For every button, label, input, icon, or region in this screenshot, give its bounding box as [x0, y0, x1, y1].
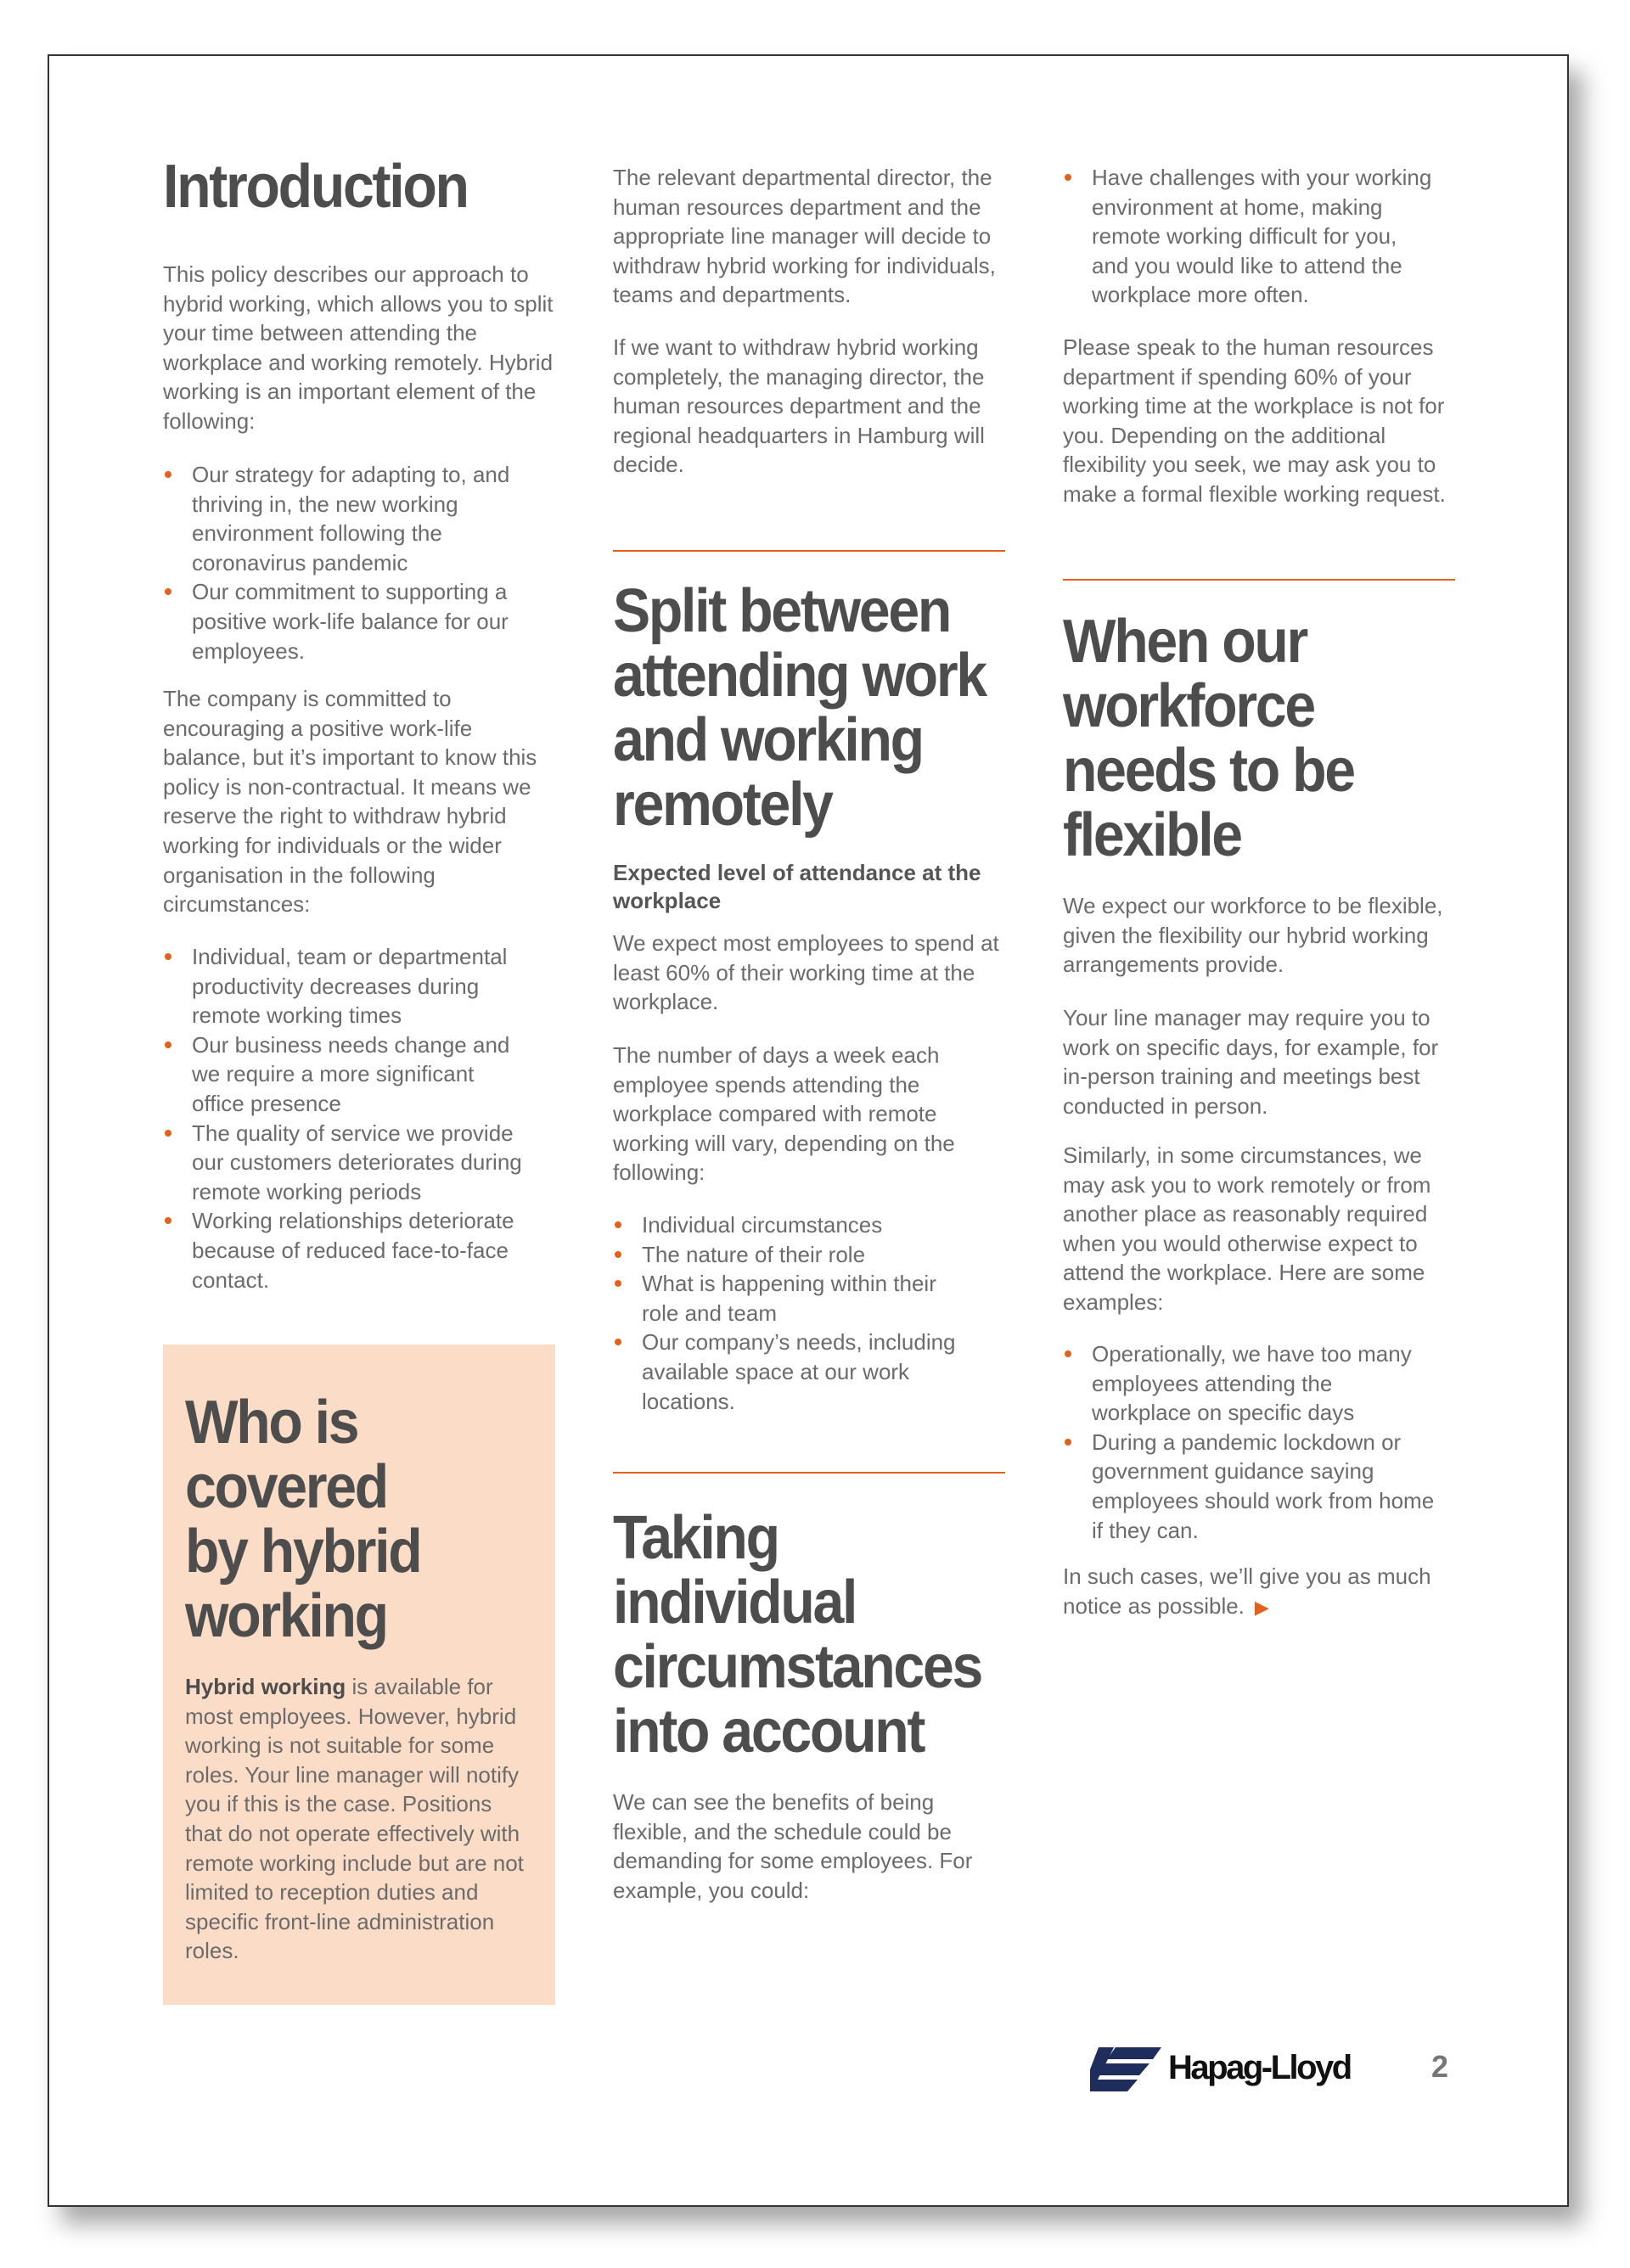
attendance-paragraph-1: We expect most employees to spend at least 60% of their working time at the workplace.	[613, 930, 999, 1015]
hybrid-working-term: Hybrid working	[185, 1674, 346, 1699]
flexible-heading: When our workforce needs to be flexible	[1063, 608, 1354, 869]
attendance-paragraph-2: The number of days a week each employee spends attending the workplace compared with remote working will vary, depending on the following:	[613, 1042, 955, 1186]
company-logo	[1090, 2044, 1379, 2095]
flexible-bullets	[1063, 1339, 1436, 1545]
logo-wordmark: Hapag-Lloyd	[1168, 2049, 1351, 2086]
notice-text: In such cases, we’ll give you as much notice as possible.	[1063, 1563, 1431, 1619]
non-contractual-paragraph: The company is committed to encouraging a positive work-life balance, but it’s important to know this policy is non-contractual. It means we reserve the right to withdraw hybrid working for individuals or the wider organisation in the following circumstances:	[163, 686, 537, 918]
section-divider	[613, 550, 1005, 552]
individual-paragraph: We can see the benefits of being flexible, and the schedule could be demanding for some employees. For example, you could:	[613, 1789, 973, 1903]
list-item: Working relationships deteriorate because of reduced face-to-face contact.	[163, 1206, 528, 1294]
list-item: The quality of service we provide our customers deteriorates during remote working periods	[163, 1119, 528, 1207]
who-is-covered-heading: Who is covered by hybrid working	[185, 1389, 421, 1650]
flexible-paragraph-3: Similarly, in some circumstances, we may ask you to work remotely or from another place as reasonably required when you would otherwise expect to attend the workplace. Here are some examples:	[1063, 1142, 1431, 1315]
continue-arrow-icon: ▶	[1254, 1596, 1269, 1618]
flexible-paragraph-2: Your line manager may require you to work on specific days, for example, for in-person training and meetings best conducted in person.	[1063, 1005, 1439, 1119]
introduction-paragraph: This policy describes our approach to hybrid working, which allows you to split your time between attending the workplace and working remotely. Hybrid working is an important element of the following:	[163, 261, 554, 434]
list-item: The nature of their role	[613, 1240, 978, 1270]
circumstances-bullets	[163, 942, 528, 1294]
introduction-bullets	[163, 460, 520, 665]
logo-mark-icon	[1090, 2047, 1161, 2093]
list-item: During a pandemic lockdown or government guidance saying employees should work from home if they can.	[1063, 1428, 1436, 1545]
list-item: Our business needs change and we require a more significant office presence	[163, 1030, 528, 1119]
list-item: Individual circumstances	[613, 1210, 978, 1240]
attendance-bullets	[613, 1210, 978, 1416]
document-page	[48, 54, 1569, 2207]
who-is-covered-text: is available for most employees. However, hybrid working is not suitable for some roles. Your line manager will notify you if this is the case. Positions that do not operate effectively with remote working include but are not limited to reception duties and specific front-line administration roles.	[185, 1674, 524, 1964]
who-is-covered-box	[163, 1345, 555, 2005]
list-item: What is happening within their role and team	[613, 1269, 978, 1328]
list-item: Individual, team or departmental productivity decreases during remote working times	[163, 942, 528, 1030]
list-item: Our commitment to supporting a positive work-life balance for our employees.	[163, 577, 520, 665]
attendance-subheading: Expected level of attendance at the workplace	[613, 860, 981, 913]
introduction-heading: Introduction	[163, 153, 468, 221]
list-item: Have challenges with your working environment at home, making remote working difficult for you, and you would like to attend the workplace more often.	[1063, 163, 1436, 310]
withdraw-paragraph-1: The relevant departmental director, the human resources department and the appropriate line manager will decide to withdraw hybrid working for individuals, teams and departments.	[613, 165, 996, 308]
list-item: Our strategy for adapting to, and thriving in, the new working environment following the coronavirus pandemic	[163, 460, 520, 577]
individual-bullets	[1063, 163, 1436, 310]
page-number: 2	[1431, 2049, 1449, 2084]
withdraw-paragraph-2: If we want to withdraw hybrid working completely, the managing director, the human resources department and the regional headquarters in Hamburg will decide.	[613, 334, 985, 478]
notice-paragraph	[1063, 1562, 1455, 1622]
list-item: Our company’s needs, including available space at our work locations.	[613, 1328, 978, 1416]
section-divider	[1063, 579, 1455, 581]
speak-to-hr-paragraph: Please speak to the human resources department if spending 60% of your working time at the workplace is not for you. Depending on the additional flexibility you seek, we may ask you to make a formal flexible working request.	[1063, 334, 1446, 507]
section-divider	[613, 1472, 1005, 1474]
list-item: Operationally, we have too many employees attending the workplace on specific days	[1063, 1339, 1436, 1428]
individual-circumstances-heading: Taking individual circumstances into account	[613, 1504, 982, 1766]
who-is-covered-paragraph	[185, 1672, 533, 1966]
flexible-paragraph-1: We expect our workforce to be flexible, given the flexibility our hybrid working arrangements provide.	[1063, 893, 1443, 978]
split-heading: Split between attending work and working remotely	[613, 577, 986, 839]
